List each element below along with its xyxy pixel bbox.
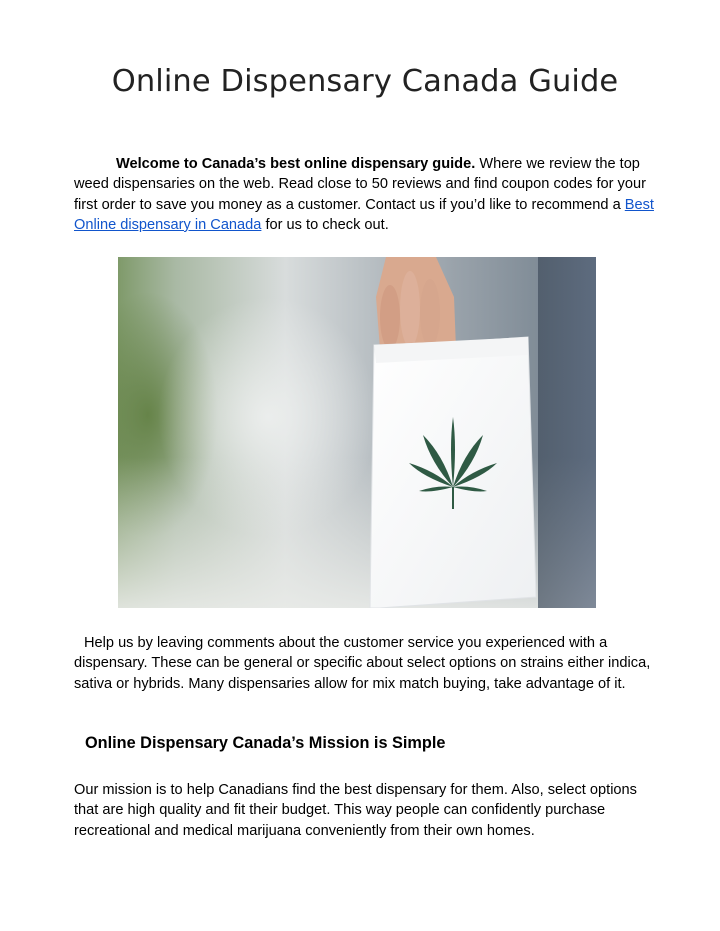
page-title: Online Dispensary Canada Guide	[111, 64, 619, 99]
intro-text: Where we review the top weed dispensaries on the web. Read close to 50 reviews and find coupon codes for your first order to save you money as a customer. Contact us if you’d like to recommend a	[74, 156, 646, 213]
help-paragraph: Help us by leaving comments about the customer service you experienced with a dispensary. These can be general or specific about select options on strains either indica, sativa or hybrids. Many dispensaries allow for mix match buying, take advantage of it.	[74, 635, 651, 692]
intro-paragraph	[74, 154, 654, 235]
mission-paragraph: Our mission is to help Canadians find the best dispensary for them. Also, select options that are high quality and fit their budget. This way people can confidently purchase recreational and medical marijuana conveniently from their own homes.	[74, 782, 637, 839]
intro-bold-lead: Welcome to Canada’s best online dispensary guide.	[116, 156, 476, 172]
intro-text-end: for us to check out.	[261, 216, 389, 233]
hand-holding-bag-photo	[118, 257, 596, 608]
mission-heading: Online Dispensary Canada’s Mission is Simple	[85, 734, 446, 752]
best-dispensary-link[interactable]: Best Online dispensary in Canada	[74, 196, 654, 233]
